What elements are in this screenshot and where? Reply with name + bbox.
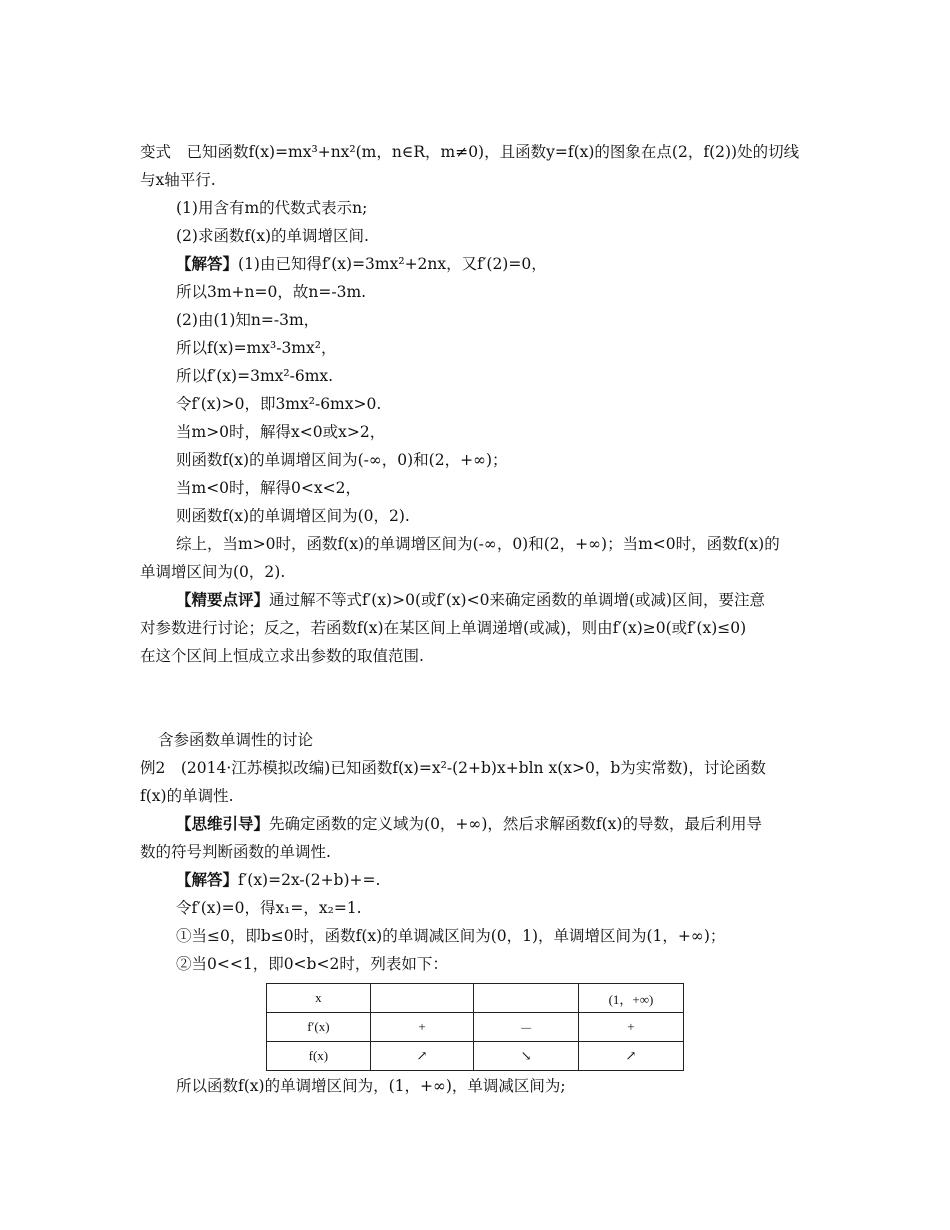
table-row bbox=[267, 1013, 684, 1042]
variant-problem-line1: 变式 已知函数f(x)=mx³+nx²(m，n∈R，m≠0)，且函数y=f(x)的图象在点(2，f(2))处的切线 bbox=[140, 143, 800, 161]
table-cell: ↘ bbox=[474, 1042, 579, 1071]
answer-line-9: 当m<0时，解得0<x<2， bbox=[176, 479, 361, 497]
answer-line-3: (2)由(1)知n=-3m， bbox=[176, 311, 320, 329]
example-answer-line-2: 令f′(x)=0，得x₁=，x₂=1. bbox=[176, 899, 362, 917]
answer-line-8: 则函数f(x)的单调增区间为(-∞，0)和(2，+∞)； bbox=[176, 451, 508, 469]
comment-line-2: 对参数进行讨论；反之，若函数f(x)在某区间上单调递增(或减)，则由f′(x)≥0(或f′(x)≤0) bbox=[140, 619, 747, 637]
example-line-2: f(x)的单调性. bbox=[140, 787, 234, 805]
table-cell: x bbox=[267, 984, 371, 1013]
table-cell: + bbox=[370, 1013, 474, 1042]
table-row bbox=[267, 984, 684, 1013]
table-cell bbox=[370, 984, 474, 1013]
table-cell bbox=[474, 984, 579, 1013]
table-cell: f′(x) bbox=[267, 1013, 371, 1042]
answer-line-4: 所以f(x)=mx³-3mx²， bbox=[176, 339, 337, 357]
answer-line-6: 令f′(x)>0，即3mx²-6mx>0. bbox=[176, 395, 382, 413]
case-2: ②当0<<1，即0<b<2时，列表如下： bbox=[176, 955, 448, 973]
table-cell: f(x) bbox=[267, 1042, 371, 1071]
comment-line-3: 在这个区间上恒成立求出参数的取值范围. bbox=[140, 647, 424, 665]
table-cell: (1，+∞) bbox=[578, 984, 683, 1013]
comment-text: 通过解不等式f′(x)>0(或f′(x)<0来确定函数的单调增(或减)区间，要注意 bbox=[269, 591, 766, 609]
guide-label: 【思维引导】 bbox=[176, 814, 270, 833]
case-1: ①当≤0，即b≤0时，函数f(x)的单调减区间为(0，1)，单调增区间为(1，+∞)； bbox=[176, 927, 726, 945]
variant-problem-line2: 与x轴平行. bbox=[140, 171, 216, 189]
answer-line-2: 所以3m+n=0，故n=-3m. bbox=[176, 283, 367, 301]
guide-line-2: 数的符号判断函数的单调性. bbox=[140, 843, 331, 861]
monotonicity-table bbox=[266, 983, 684, 1071]
answer-line-7: 当m>0时，解得x<0或x>2， bbox=[176, 423, 386, 441]
summary-line-2: 单调增区间为(0，2). bbox=[140, 563, 286, 581]
example-line-1: 例2 (2014·江苏模拟改编)已知函数f(x)=x²-(2+b)x+bln x(x>0，b为实常数)，讨论函数 bbox=[140, 759, 766, 777]
summary-line-1: 综上，当m>0时，函数f(x)的单调增区间为(-∞，0)和(2，+∞)；当m<0时，函数f(x)的 bbox=[176, 535, 780, 553]
example-answer-line-1 bbox=[176, 870, 380, 890]
table-cell: ↗ bbox=[370, 1042, 474, 1071]
answer-label: 【解答】 bbox=[176, 254, 239, 273]
answer-text: (1)由已知得f′(x)=3mx²+2nx，又f′(2)=0， bbox=[238, 255, 547, 273]
conclusion-line: 所以函数f(x)的单调增区间为，(1，+∞)，单调减区间为; bbox=[176, 1077, 566, 1095]
guide-line-1 bbox=[176, 814, 762, 834]
section-title: 含参函数单调性的讨论 bbox=[158, 731, 314, 749]
table-cell: + bbox=[578, 1013, 683, 1042]
comment-line-1 bbox=[176, 590, 765, 610]
example-answer-label: 【解答】 bbox=[176, 870, 239, 889]
table-row bbox=[267, 1042, 684, 1071]
guide-text: 先确定函数的定义域为(0，+∞)，然后求解函数f(x)的导数，最后利用导 bbox=[269, 815, 762, 833]
question-2: (2)求函数f(x)的单调增区间. bbox=[176, 227, 369, 245]
example-answer-text: f′(x)=2x-(2+b)+=. bbox=[238, 871, 381, 889]
table-cell: － bbox=[474, 1013, 579, 1042]
answer-line-10: 则函数f(x)的单调增区间为(0，2). bbox=[176, 507, 410, 525]
question-1: (1)用含有m的代数式表示n; bbox=[176, 199, 368, 217]
table-cell: ↗ bbox=[578, 1042, 683, 1071]
comment-label: 【精要点评】 bbox=[176, 590, 270, 609]
answer-line-5: 所以f′(x)=3mx²-6mx. bbox=[176, 367, 334, 385]
answer-line-1 bbox=[176, 254, 547, 274]
